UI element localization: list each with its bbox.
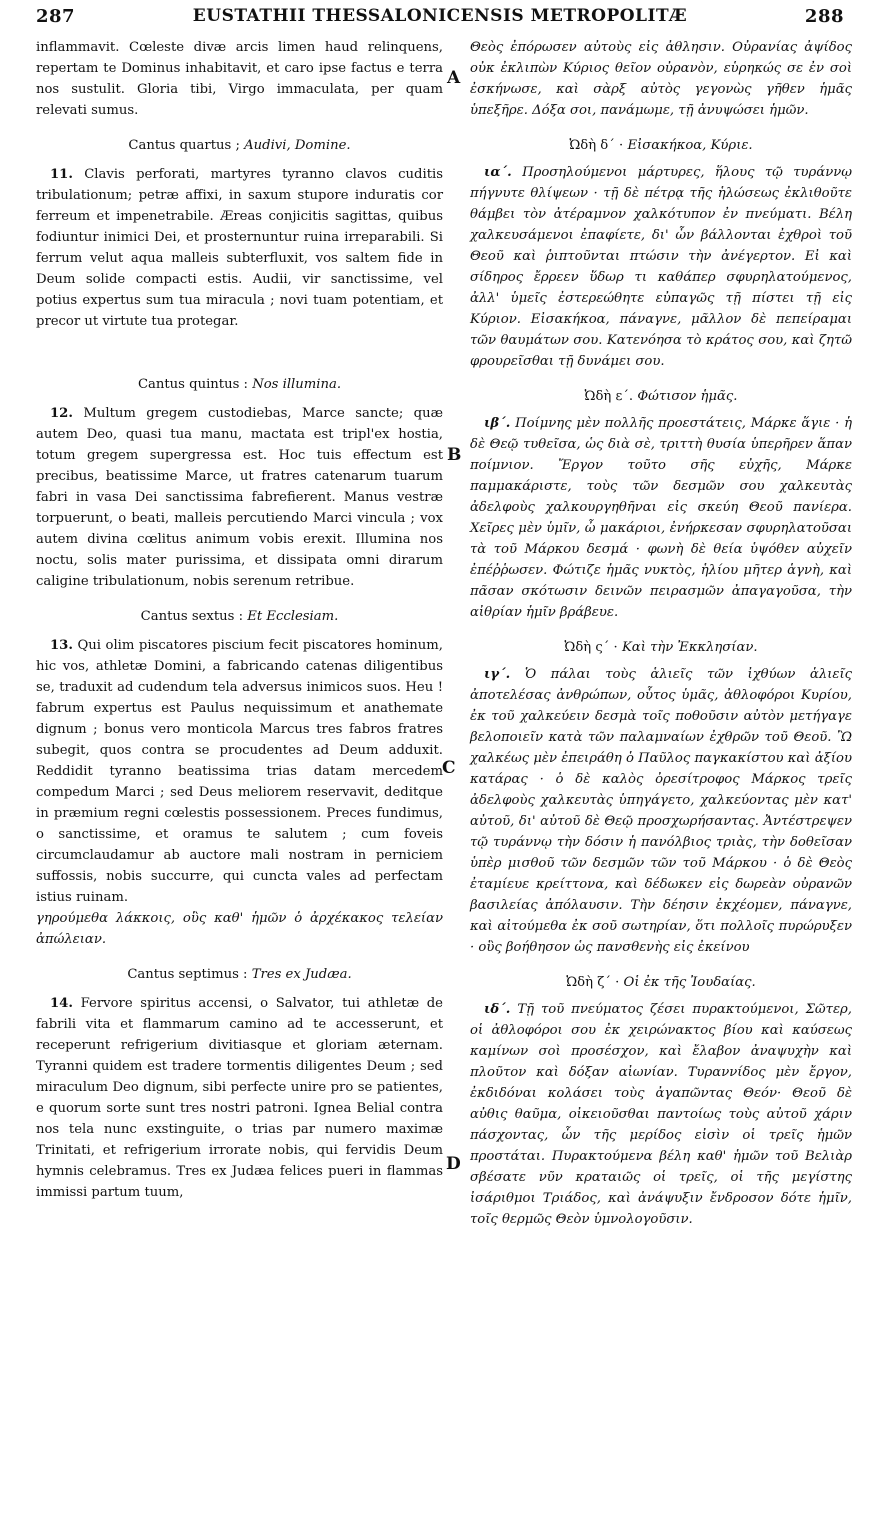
latin-paragraph-13-number: 13. xyxy=(50,638,73,653)
latin-paragraph-12 xyxy=(36,403,443,592)
greek-ode-7-heading xyxy=(470,972,852,993)
latin-paragraph-12-number: 12. xyxy=(50,406,73,421)
margin-letter-a: A xyxy=(447,68,461,88)
latin-cantus-6-label: Cantus sextus : xyxy=(140,609,244,624)
latin-cantus-6-heading xyxy=(36,606,443,627)
greek-paragraph-14 xyxy=(470,999,852,1230)
running-title: EUSTATHII THESSALONICENSIS METROPOLITÆ xyxy=(192,6,688,26)
greek-paragraph-14-number: ιδ΄. xyxy=(484,1002,511,1017)
greek-paragraph-11-text: Προσηλούμενοι μάρτυρες, ἥλους τῷ τυράννῳ πήγνυτε θλίψεων · τῇ δὲ πέτρᾳ τῆς ἡλώσεως ἐκλιθοῦτε θάμβει τὸν ἀτέραμνον χαλκότυπον ἐν πνεύματι. Βέλη χαλκευσάμενοι ἐπαφίετε, δι' ὧν βάλλονται ἐχθροὶ τοῦ Θεοῦ καὶ ῥιπτοῦνται πτώσιν τὴν ἀνέγερτον. Εἰ καὶ σίδηρος ἔρρεεν ὕδωρ τι καθάπερ σφυρηλατούμενος, ἀλλ' ὑμεῖς ἐστερεώθητε εὐπαγῶς τῇ πίστει τῇ εἰς Κύριον. Εἰσακήκοα, πάναγνε, μᾶλλον δὲ πεπείραμαι τῶν θαυμάτων σου. Κατενόησα τὸ κράτος σου, καὶ ζητῶ φρουρεῖσθαι τῇ δυνάμει σου. xyxy=(470,165,852,369)
latin-paragraph-13-text: Qui olim piscatores piscium fecit piscatores hominum, hic vos, athletæ Domini, a fabricando catenas diligentibus se, traduxit ad cudendum tela adversus inimicos suos. Heu ! fabrum expertus est Paulus nequissimum et anathemate dignum ; bonus vero monticola Marcus tres fabros fratres subegit, quos contra se procudentes ad Deum adduxit. Reddidit tyranno beatissima trias datam mercedem compedum Marci ; sed Deus meliorem reservavit, deditque in præmium regni cœlestis possessionem. Preces fundimus, o sanctissime, et oramus te salutem ; cum foveis circumclaudamur ab auctore mali nostram in perniciem suffossis, nobis succurre, qui cuncta vales ad perfectam istius ruinam. xyxy=(36,638,443,905)
greek-paragraph-intro: Θεὸς ἐπόρωσεν αὐτοὺς εἰς ἀθλησιν. Οὐρανίας ἀψίδος οὐκ ἐκλιπὼν Κύριος θεῖον οὐρανὸν, εὑρηκώς σε ἐν σοὶ ἐσκήνωσε, καὶ σὰρξ αὐτὸς γεγονὼς γῆθεν ἡμᾶς ὑπεξῆρε. Δόξα σοι, πανάμωμε, τῇ ἀνυψώσει ἡμῶν. xyxy=(470,40,852,118)
latin-cantus-5-heading xyxy=(36,374,443,395)
greek-paragraph-13 xyxy=(470,664,852,958)
greek-ode-5-heading xyxy=(470,386,852,407)
greek-ode-4-heading xyxy=(470,135,852,156)
greek-ode-4-title: Εἰσακήκοα, Κύριε. xyxy=(627,138,753,153)
greek-paragraph-13-text: Ὁ πάλαι τοὺς ἁλιεῖς τῶν ἰχθύων ἁλιεῖς ἀποτελέσας ἀνθρώπων, οὗτος ὑμᾶς, ἀθλοφόροι Κυρίου, ἐκ τοῦ χαλκεύειν δεσμὰ τοῖς ποθοῦσιν αὐτὸν μετήγαγε βελοποιεῖν κατὰ τῶν παλαμναίων ἐχθρῶν τοῦ Θεοῦ. Ὢ χαλκέως μὲν ἐπειράθη ὁ Παῦλος παγκακίστου καὶ ἀξίου κατάρας · ὁ δὲ καλὸς ὀρεσίτροφος Μάρκος τρεῖς ἀδελφοὺς χαλκευτὰς ὑπηγάγετο, χαλκεύοντας μὲν κατ' αὐτοῦ, δι' αὐτοῦ δὲ Θεῷ προσχωρήσαντας. Ἀντέστρεψεν τῷ τυράννῳ τὴν δόσιν ἡ πανόλβιος τριὰς, τὴν δοθεῖσαν ὑπὲρ μισθοῦ τῶν δεσμῶν τῶν τοῦ Μάρκου · ὁ δὲ Θεὸς ἐταμίευε κρείττονα, καὶ δέδωκεν εἰς δωρεὰν οὐρανῶν βασιλείας ἀπόλαυσιν. Τὴν δέησιν ἐκχέομεν, πάναγνε, καὶ αἰτούμεθα ἐκ σοῦ σωτηρίαν, ὅτι πολλοῖς πυρώρυξεν · οὓς βοήθησον ὡς πανσθενὴς εἰς ἐκείνου xyxy=(470,667,852,955)
latin-paragraph-11-number: 11. xyxy=(50,167,73,182)
greek-paragraph-12 xyxy=(470,413,852,623)
margin-letter-c: C xyxy=(442,758,456,778)
greek-column xyxy=(470,37,852,1230)
latin-paragraph-14 xyxy=(36,993,443,1203)
latin-cantus-7-label: Cantus septimus : xyxy=(127,967,248,982)
greek-paragraph-11-number: ια΄. xyxy=(484,165,512,180)
latin-cantus-7-title: Tres ex Judæa. xyxy=(251,967,352,982)
greek-paragraph-14-text: Τῇ τοῦ πνεύματος ζέσει πυρακτούμενοι, Σῶτερ, οἱ ἀθλοφόροι σου ἐκ χειρώνακτος βίου καὶ καύσεως καμίνων σοὶ προσέσχον, καὶ ἔλαβον ἀναψυχὴν καὶ πλοῦτον καὶ δόξαν αἰωνίαν. Τυραννίδος μὲν ἔργον, ἐκδιδόναι κολάσει τοὺς ἀγαπῶντας Θεόν· Θεοῦ δὲ αὐθις θαῦμα, οἰκειοῦσθαι παντοίως τοὺς αὐτοῦ χάριν πάσχοντας, ὧν τῆς μερίδος εἰσὶν οἱ τρεῖς ἡμῶν προστάται. Πυρακτούμενα βέλη καθ' ἡμῶν τοῦ Βελιὰρ σβέσατε νῦν κραταιῶς οἱ τρεῖς, οἱ τῆς μεγίστης ἰσάριθμοι Τριάδος, καὶ ἀνάψυξιν ἔνδροσον δότε ἡμῖν, τοῖς θερμῶς Θεὸν ὑμνολογοῦσιν. xyxy=(470,1002,852,1227)
latin-paragraph-13 xyxy=(36,635,443,908)
greek-ode-6-title: Καὶ τὴν Ἐκκλησίαν. xyxy=(621,640,758,655)
margin-letter-d: D xyxy=(446,1154,461,1174)
latin-paragraph-14-number: 14. xyxy=(50,996,73,1011)
latin-greek-spillover: γηρούμεθα λάκκοις, οὓς καθ' ἡμῶν ὁ ἀρχέκακος τελείαν ἀπώλειαν. xyxy=(36,911,443,947)
margin-letter-b: B xyxy=(447,445,462,465)
greek-ode-4-label: Ὠδὴ δ΄ · xyxy=(569,138,624,153)
latin-cantus-6-title: Et Ecclesiam. xyxy=(247,609,339,624)
page-number-left: 287 xyxy=(36,6,76,27)
page-number-right: 288 xyxy=(804,6,844,27)
greek-ode-7-label: Ὠδὴ ζ΄ · xyxy=(566,975,620,990)
latin-paragraph-11 xyxy=(36,164,443,332)
greek-paragraph-11 xyxy=(470,162,852,372)
greek-ode-7-title: Οἱ ἐκ τῆς Ἰουδαίας. xyxy=(623,975,756,990)
latin-paragraph-12-text: Multum gregem custodiebas, Marce sancte; quæ autem Deo, quasi tua manu, mactata est tripl'ex hostia, totum gregem supergressa est. Hoc tuis effectum est precibus, beatissime Marce, ut fratres catenarum tuarum fabri in vasa Dei sanctissima fabrefierent. Manus vestræ torpuerunt, o beati, malleis percutiendo Marci vincula ; vox autem divina cœlitus animum vobis erexit. Illumina nos noctu, solis mater purissima, et dissipata omni dirarum caligine tribulationum, nobis serenum retribue. xyxy=(36,406,443,589)
latin-cantus-4-heading xyxy=(36,135,443,156)
latin-cantus-4-label: Cantus quartus ; xyxy=(128,138,240,153)
greek-ode-6-heading xyxy=(470,637,852,658)
greek-paragraph-13-number: ιγ΄. xyxy=(484,667,511,682)
latin-cantus-5-label: Cantus quintus : xyxy=(137,377,248,392)
latin-cantus-4-title: Audivi, Domine. xyxy=(244,138,351,153)
greek-ode-5-title: Φώτισον ἡμᾶς. xyxy=(637,389,738,404)
latin-cantus-5-title: Nos illumina. xyxy=(252,377,342,392)
latin-paragraph-intro: inflammavit. Cœleste divæ arcis limen haud relinquens, repertam te Dominus inhabitavit, et caro ipse factus e terra nos sustulit. Gloria tibi, Virgo immaculata, per quam relevati sumus. xyxy=(36,40,443,118)
greek-paragraph-12-number: ιβ΄. xyxy=(484,416,511,431)
latin-paragraph-11-text: Clavis perforati, martyres tyranno clavos cuditis tribulationum; petræ affixi, in saxum stupore induratis cor ferreum et impenetrabile. Æreas conjicitis sagittas, quibus fodiuntur inimici Dei, et prosternuntur ruina irreparabili. Si ferrum velut aqua malleis subterfluxit, vos saltem fide in Deum solide compacti estis. Audii, vir sanctissime, vel potius expertus sum tua miracula ; novi tuam potentiam, et precor ut virtute tua protegar. xyxy=(36,167,443,329)
latin-paragraph-14-text: Fervore spiritus accensi, o Salvator, tui athletæ de fabrili vita et flammarum camino ad te accesserunt, et receperunt refrigerium divitiasque et gloriam æternam. Tyranni quidem est tradere tormentis diligentes Deum ; sed miraculum Deo dignum, sibi perfecte unire pro se patientes, e quorum sorte sunt tres nostri patroni. Ignea Belial contra nos tela nunc exstinguite, o trias par numero maximæ Trinitati, et refrigerium irrorate nobis, qui fervidis Deum hymnis celebramus. Tres ex Judæa felices pueri in flammas immissi partum tuum, xyxy=(36,996,443,1200)
latin-cantus-7-heading xyxy=(36,964,443,985)
latin-column xyxy=(36,37,443,1203)
greek-ode-5-label: Ὠδὴ ε΄. xyxy=(584,389,634,404)
greek-ode-6-label: Ὠδὴ ς΄ · xyxy=(564,640,618,655)
greek-paragraph-12-text: Ποίμνης μὲν πολλῆς προεστάτεις, Μάρκε ἅγιε · ἡ δὲ Θεῷ τυθεῖσα, ὡς διὰ σὲ, τριττὴ θυσία ὑπερῆρεν ἅπαν ποίμνιον. Ἔργον τοῦτο σῆς εὐχῆς, Μάρκε παμμακάριστε, τοὺς τῶν δεσμῶν σου χαλκευτὰς ἀδελφοὺς χαλκουργηθῆναι εἰς σκεύη Θεοῦ πανίερα. Χεῖρες μὲν ὑμῖν, ὦ μακάριοι, ἐνήρκεσαν σφυρηλατοῦσαι τὰ τοῦ Μάρκου δεσμά · φωνὴ δὲ θεία ὑψόθεν αὐχεῖν ἐπέῤῥωσεν. Φώτιζε ἡμᾶς νυκτὸς, ἡλίου μῆτερ ἁγνὴ, καὶ πᾶσαν σκότωσιν δεινῶν πειρασμῶν ἀπαγαγοῦσα, τὴν αἰθρίαν ἡμῖν βράβευε. xyxy=(470,416,853,620)
